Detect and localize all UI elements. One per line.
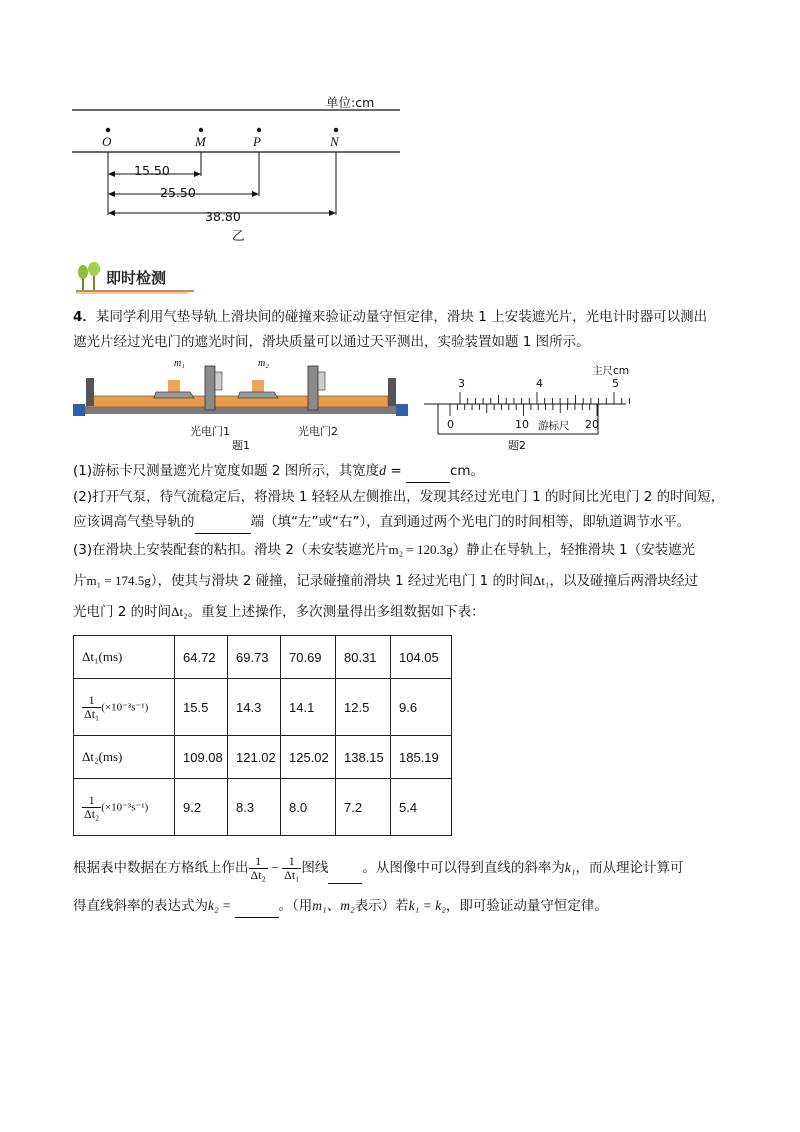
figure1-caption: 题1	[232, 439, 250, 452]
closing-line1: 根据表中数据在方格纸上作出 $\frac{1}{\text{Δt₂}}$ − $\frac{1}{\text{Δt₁}}$ 图线 。从图像中可以得到直线的斜率为k₁，而从理论计算可	[73, 853, 684, 884]
slider2-mass-label: m₂	[258, 358, 269, 369]
question-intro-line1	[73, 306, 707, 328]
table-row: $\frac{1}{\text{Δt₂}}$ (×10⁻³s⁻¹) 9.2 8.3 8.0 7.2 5.4	[74, 779, 452, 836]
distance-op: 25.50	[160, 185, 196, 200]
part2-line2: 应该调高气垫导轨的 端（填“左”或“右”），直到通过两个光电门的时间相等，即轨道调节水平。	[73, 511, 690, 534]
main-tick-5: 5	[612, 377, 619, 390]
gate1-label: 光电门1	[190, 425, 230, 438]
unit-label: 单位:cm	[326, 95, 375, 110]
question-intro-line2: 遮光片经过光电门的遮光时间，滑块质量可以通过天平测出，实验装置如题 1 图所示。	[73, 334, 590, 350]
slider1-mass-label: m₁	[174, 358, 185, 369]
distance-on: 38.80	[205, 209, 241, 224]
vernier-label: 游标尺	[538, 420, 570, 432]
m2-value: m₂ = 120.3g	[388, 542, 453, 557]
answer-blank-graph[interactable]	[328, 853, 362, 884]
figure2-caption: 题2	[508, 439, 526, 452]
row-label-inv-dt1: $\frac{1}{\text{Δt₁}}$ (×10⁻³s⁻¹)	[74, 679, 175, 736]
part2-line1: (2)打开气泵，待气流稳定后，将滑块 1 轻轻从左侧推出，发现其经过光电门 1 的时间比光电门 2 的时间短，	[73, 489, 725, 505]
dt2-symbol: Δt₂	[171, 604, 188, 619]
answer-blank-side[interactable]	[195, 511, 251, 534]
answer-blank-k2[interactable]	[235, 895, 279, 918]
data-table	[73, 635, 452, 836]
vernier-tick-20: 20	[585, 418, 599, 431]
m1-value: m₁ = 174.5g	[86, 573, 151, 588]
section-header	[74, 262, 198, 294]
question-intro-text: 某同学利用气垫导轨上滑块间的碰撞来验证动量守恒定律，滑块 1 上安装遮光片，光电计时器可以测出	[95, 309, 708, 325]
closing-line2: 得直线斜率的表达式为k₂ = 。（用m₁、m₂表示）若k₁ = k₂，即可验证动量守恒定律。	[73, 895, 608, 918]
k2-expression: k₂ =	[208, 898, 235, 913]
row-label-dt1: Δt₁(ms)	[74, 636, 175, 679]
row-label-inv-dt2: $\frac{1}{\text{Δt₂}}$ (×10⁻³s⁻¹)	[74, 779, 175, 836]
main-tick-3: 3	[458, 377, 465, 390]
point-m-label: M	[195, 134, 206, 149]
k1-symbol: k₁	[564, 860, 576, 875]
section-title: 即时检测	[106, 269, 167, 287]
distance-om: 15.50	[134, 163, 170, 178]
main-scale-label: 主尺cm	[592, 365, 630, 377]
gate2-label: 光电门2	[298, 425, 338, 438]
figure1-apparatus	[70, 358, 420, 420]
part3-line2: 片m₁ = 174.5g），使其与滑块 2 碰撞，记录碰撞前滑块 1 经过光电门 1 的时间Δt₁，以及碰撞后两滑块经过	[73, 573, 699, 589]
part3-line1: (3)在滑块上安装配套的粘扣。滑块 2（未安装遮光片m₂ = 120.3g）静止在导轨上，轻推滑块 1（安装遮光	[73, 542, 696, 558]
vernier-tick-10: 10	[515, 418, 529, 431]
vernier-tick-0: 0	[447, 418, 454, 431]
figure2-vernier	[420, 380, 630, 440]
question-number: 4．	[73, 309, 96, 325]
part1-line: (1)游标卡尺测量遮光片宽度如题 2 图所示，其宽度d = cm。	[73, 460, 484, 483]
point-p-label: P	[253, 134, 261, 149]
table-row: Δt₁(ms) 64.72 69.73 70.69 80.31 104.05	[74, 636, 452, 679]
k-equality: k₁ = k₂	[408, 898, 446, 913]
table-row: Δt₂(ms) 109.08 121.02 125.02 138.15 185.19	[74, 736, 452, 779]
mass-vars: m₁、m₂	[312, 898, 355, 913]
point-n-label: N	[330, 134, 339, 149]
answer-blank-width[interactable]	[406, 460, 450, 483]
main-tick-4: 4	[536, 377, 543, 390]
figure-yi-caption: 乙	[232, 228, 245, 243]
main-scale-ticks	[460, 392, 630, 404]
row-label-dt2: Δt₂(ms)	[74, 736, 175, 779]
table-row: $\frac{1}{\text{Δt₁}}$ (×10⁻³s⁻¹) 15.5 14.3 14.1 12.5 9.6	[74, 679, 452, 736]
point-o-label: O	[102, 134, 112, 149]
var-d: d	[379, 463, 387, 478]
part3-line3: 光电门 2 的时间Δt₂。重复上述操作，多次测量得出多组数据如下表：	[73, 604, 485, 620]
dt1-symbol: Δt₁	[533, 573, 550, 588]
